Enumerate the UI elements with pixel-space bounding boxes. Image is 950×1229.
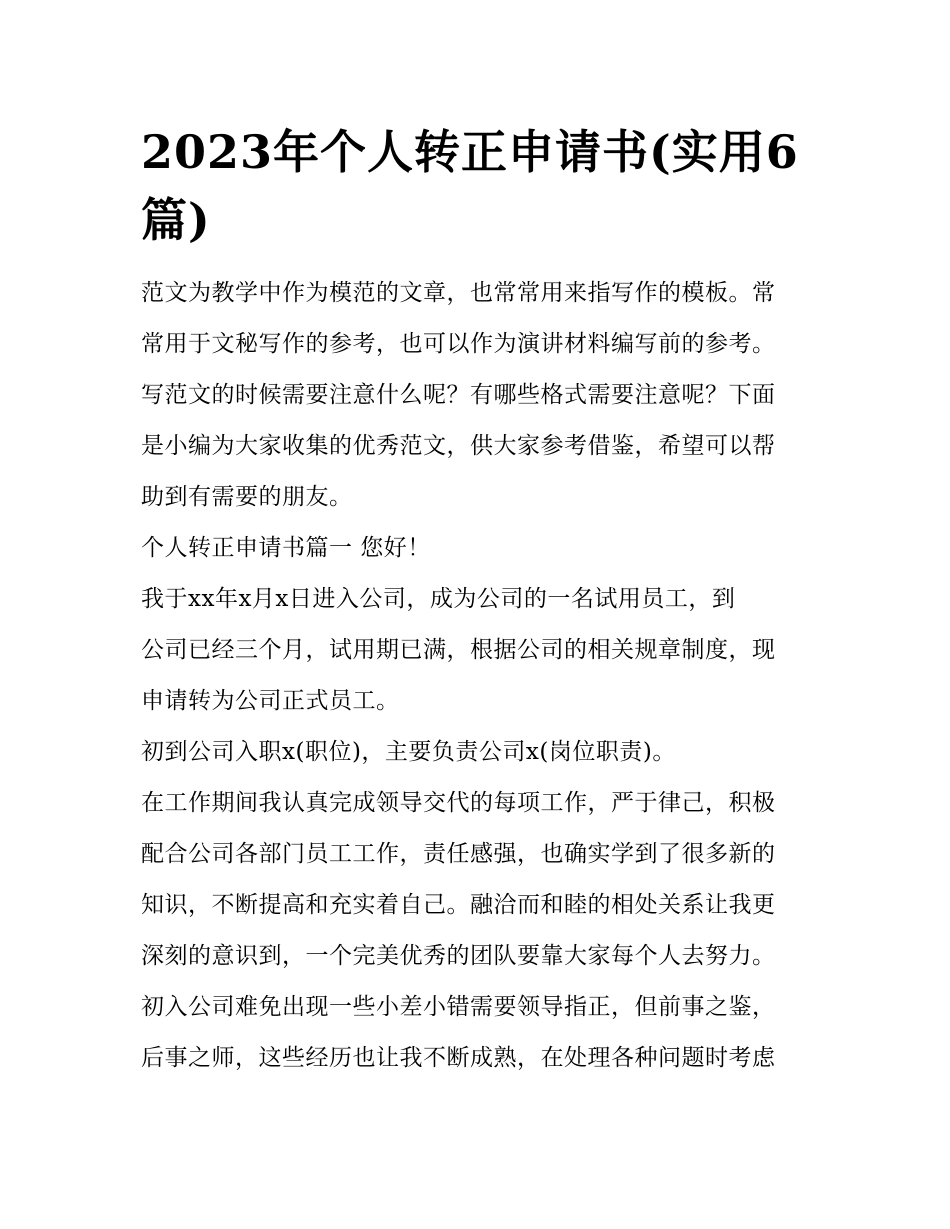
text-line: 助到有需要的朋友。: [141, 484, 353, 510]
document-page: [141, 118, 813, 1084]
text-line: 申请转为公司正式员工。: [141, 688, 400, 714]
text-line: 初入公司难免出现一些小差小错需要领导指正，但前事之鉴，: [141, 994, 776, 1020]
text-line: 我于xx年x月x日进入公司，成为公司的一名试用员工，到: [141, 586, 736, 612]
text-line: 后事之师，这些经历也让我不断成熟，在处理各种问题时考虑: [141, 1045, 776, 1071]
text-line: 范文为教学中作为模范的文章，也常常用来指写作的模板。常: [141, 280, 776, 306]
document-body: [141, 268, 813, 1084]
document-title: 2023年个人转正申请书(实用6篇): [141, 125, 799, 247]
text-line: 深刻的意识到，一个完美优秀的团队要靠大家每个人去努力。: [141, 943, 776, 969]
text-line: 初到公司入职x(职位)，主要负责公司x(岗位职责)。: [141, 739, 676, 765]
text-line: 写范文的时候需要注意什么呢？有哪些格式需要注意呢？下面: [141, 382, 776, 408]
text-line: 常用于文秘写作的参考，也可以作为演讲材料编写前的参考。: [141, 331, 776, 357]
text-line: 是小编为大家收集的优秀范文，供大家参考借鉴，希望可以帮: [141, 433, 776, 459]
text-line: 在工作期间我认真完成领导交代的每项工作，严于律己，积极: [141, 790, 776, 816]
text-line: 配合公司各部门员工工作，责任感强，也确实学到了很多新的: [141, 841, 776, 867]
text-line: 公司已经三个月，试用期已满，根据公司的相关规章制度，现: [141, 637, 776, 663]
text-line: 知识，不断提高和充实着自己。融洽而和睦的相处关系让我更: [141, 892, 776, 918]
section-heading-line: 个人转正申请书篇一 您好！: [141, 535, 431, 561]
